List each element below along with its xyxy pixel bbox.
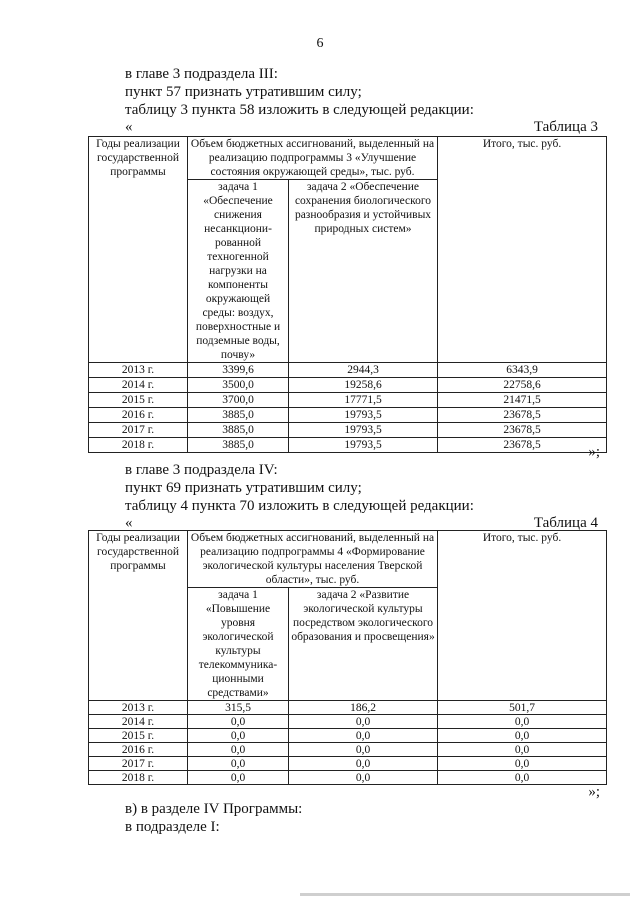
cell-task-2: 186,2 bbox=[289, 701, 438, 715]
cell-total: 0,0 bbox=[438, 757, 607, 771]
table-row bbox=[89, 408, 607, 423]
cell-task-1: 3885,0 bbox=[188, 423, 289, 438]
paragraph-line: в главе 3 подраздела IV: bbox=[125, 462, 278, 478]
table-row bbox=[89, 715, 607, 729]
paragraph-line: пункт 57 признать утратившим силу; bbox=[125, 84, 362, 100]
cell-task-1: 0,0 bbox=[188, 715, 289, 729]
cell-total: 0,0 bbox=[438, 715, 607, 729]
table-row bbox=[89, 771, 607, 785]
header-years: Годы реализации государственной программы bbox=[89, 531, 188, 701]
table-row bbox=[89, 729, 607, 743]
cell-total: 23678,5 bbox=[438, 438, 607, 453]
header-task-2: задача 2 «Развитие экологической культуры посредством экологического образования и просвещения» bbox=[289, 588, 438, 701]
cell-year: 2017 г. bbox=[89, 757, 188, 771]
paragraph-line: пункт 69 признать утратившим силу; bbox=[125, 480, 362, 496]
header-total: Итого, тыс. руб. bbox=[438, 531, 607, 701]
cell-task-1: 3885,0 bbox=[188, 438, 289, 453]
cell-year: 2013 г. bbox=[89, 701, 188, 715]
cell-total: 23678,5 bbox=[438, 423, 607, 438]
cell-task-1: 3500,0 bbox=[188, 378, 289, 393]
header-task-1: задача 1 «Повышение уровня экологической культуры телекоммуника-ционными средствами» bbox=[188, 588, 289, 701]
header-budget: Объем бюджетных ассигнований, выделенный на реализацию подпрограммы 4 «Формирование экологической культуры населения Тверской области», тыс. руб. bbox=[188, 531, 438, 588]
cell-year: 2018 г. bbox=[89, 771, 188, 785]
cell-task-2: 0,0 bbox=[289, 729, 438, 743]
cell-year: 2015 г. bbox=[89, 393, 188, 408]
cell-task-2: 0,0 bbox=[289, 715, 438, 729]
paragraph-line: в) в разделе IV Программы: bbox=[125, 801, 303, 817]
table-row bbox=[89, 438, 607, 453]
cell-task-1: 0,0 bbox=[188, 743, 289, 757]
cell-year: 2017 г. bbox=[89, 423, 188, 438]
budget-table-3 bbox=[88, 136, 607, 453]
cell-task-2: 19258,6 bbox=[289, 378, 438, 393]
cell-total: 0,0 bbox=[438, 743, 607, 757]
cell-task-2: 0,0 bbox=[289, 771, 438, 785]
cell-task-1: 3399,6 bbox=[188, 363, 289, 378]
cell-total: 6343,9 bbox=[438, 363, 607, 378]
open-quote: « bbox=[125, 515, 133, 531]
table-row bbox=[89, 378, 607, 393]
paragraph-line: таблицу 3 пункта 58 изложить в следующей редакции: bbox=[125, 102, 474, 118]
cell-year: 2014 г. bbox=[89, 378, 188, 393]
cell-task-1: 3700,0 bbox=[188, 393, 289, 408]
header-years: Годы реализации государственной программы bbox=[89, 137, 188, 363]
table-row bbox=[89, 757, 607, 771]
cell-year: 2015 г. bbox=[89, 729, 188, 743]
cell-total: 0,0 bbox=[438, 771, 607, 785]
table-row bbox=[89, 701, 607, 715]
cell-total: 0,0 bbox=[438, 729, 607, 743]
paragraph-line: таблицу 4 пункта 70 изложить в следующей редакции: bbox=[125, 498, 474, 514]
cell-task-1: 0,0 bbox=[188, 729, 289, 743]
cell-year: 2014 г. bbox=[89, 715, 188, 729]
paragraph-line: в подразделе I: bbox=[125, 819, 220, 835]
table-row bbox=[89, 363, 607, 378]
paragraph-line: в главе 3 подраздела III: bbox=[125, 66, 278, 82]
header-task-1: задача 1 «Обеспечение снижения несанкциони-рованной техногенной нагрузки на компоненты окружающей среды: воздух, поверхностные и подземные воды, почву» bbox=[188, 180, 289, 363]
scan-edge bbox=[300, 893, 630, 896]
cell-total: 23678,5 bbox=[438, 408, 607, 423]
cell-task-2: 19793,5 bbox=[289, 408, 438, 423]
header-budget: Объем бюджетных ассигнований, выделенный на реализацию подпрограммы 3 «Улучшение состояния окружающей среды», тыс. руб. bbox=[188, 137, 438, 180]
cell-total: 21471,5 bbox=[438, 393, 607, 408]
cell-task-1: 3885,0 bbox=[188, 408, 289, 423]
close-quote: »; bbox=[588, 784, 600, 800]
table-row bbox=[89, 743, 607, 757]
close-quote: »; bbox=[588, 444, 600, 460]
cell-total: 22758,6 bbox=[438, 378, 607, 393]
table-caption: Таблица 4 bbox=[533, 515, 598, 531]
cell-year: 2013 г. bbox=[89, 363, 188, 378]
table-row bbox=[89, 423, 607, 438]
cell-total: 501,7 bbox=[438, 701, 607, 715]
cell-task-2: 19793,5 bbox=[289, 423, 438, 438]
cell-task-1: 315,5 bbox=[188, 701, 289, 715]
cell-task-1: 0,0 bbox=[188, 757, 289, 771]
table-row bbox=[89, 393, 607, 408]
header-task-2: задача 2 «Обеспечение сохранения биологического разнообразия и устойчивых природных систем» bbox=[289, 180, 438, 363]
open-quote: « bbox=[125, 119, 133, 135]
cell-task-2: 0,0 bbox=[289, 743, 438, 757]
header-total: Итого, тыс. руб. bbox=[438, 137, 607, 363]
cell-year: 2018 г. bbox=[89, 438, 188, 453]
cell-year: 2016 г. bbox=[89, 743, 188, 757]
page-number: 6 bbox=[316, 36, 324, 51]
table-caption: Таблица 3 bbox=[533, 119, 598, 135]
cell-task-2: 0,0 bbox=[289, 757, 438, 771]
cell-year: 2016 г. bbox=[89, 408, 188, 423]
cell-task-2: 2944,3 bbox=[289, 363, 438, 378]
budget-table-4 bbox=[88, 530, 607, 785]
cell-task-1: 0,0 bbox=[188, 771, 289, 785]
cell-task-2: 17771,5 bbox=[289, 393, 438, 408]
cell-task-2: 19793,5 bbox=[289, 438, 438, 453]
